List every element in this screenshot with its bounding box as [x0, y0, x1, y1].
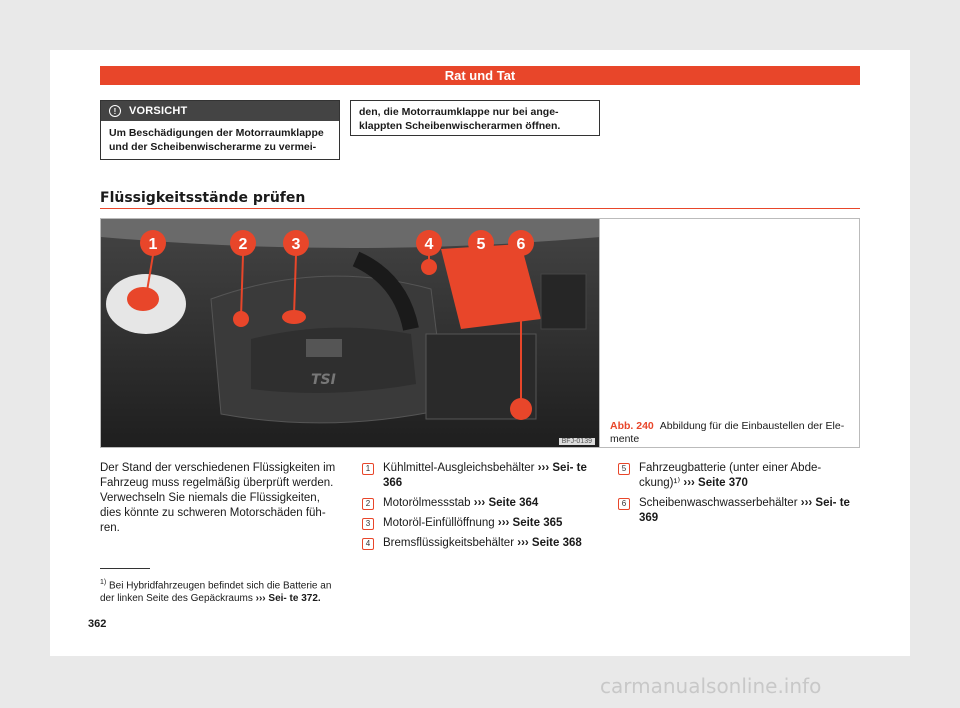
item-number: 2	[362, 498, 374, 510]
caution-continuation: den, die Motorraumklappe nur bei ange- klappten Scheibenwischerarmen öffnen.	[350, 100, 600, 136]
svg-text:5: 5	[476, 236, 486, 253]
page-ref-link[interactable]: ››› Seite 365	[497, 517, 563, 529]
page-ref-link[interactable]: ››› Seite 364	[473, 497, 539, 509]
page-number: 362	[88, 618, 107, 630]
list-item	[618, 461, 858, 491]
callout-2	[230, 230, 256, 256]
footnote	[100, 576, 340, 605]
svg-text:TSI: TSI	[311, 372, 336, 388]
list-item	[362, 536, 597, 551]
footnote-divider	[100, 568, 150, 569]
item-text: Motorölmessstab	[383, 497, 474, 509]
svg-text:2: 2	[238, 236, 248, 253]
svg-text:4: 4	[424, 236, 434, 253]
item-text: Scheibenwaschwasserbehälter	[639, 497, 801, 509]
figure-caption-text: Abbildung für die Einbaustellen der Ele- mente	[610, 420, 845, 445]
section-title: Flüssigkeitsstände prüfen	[100, 190, 306, 206]
section-divider	[100, 208, 860, 209]
svg-text:1: 1	[148, 236, 158, 253]
coolant-cap	[127, 287, 159, 311]
legend-list-2	[618, 461, 858, 531]
callout-6	[508, 230, 534, 256]
svg-text:3: 3	[291, 236, 301, 253]
item-number: 1	[362, 463, 374, 475]
callout-4	[416, 230, 442, 256]
item-number: 3	[362, 518, 374, 530]
callout-3	[283, 230, 309, 256]
caution-header	[101, 101, 339, 121]
page-ref-link[interactable]: ››› Sei- te 369	[639, 497, 850, 524]
footnote-marker: 1)	[100, 579, 107, 586]
item-text: Kühlmittel-Ausgleichsbehälter	[383, 462, 538, 474]
callout-5	[468, 230, 494, 256]
svg-text:6: 6	[516, 236, 526, 253]
page-ref-link[interactable]: ››› Sei- te 366	[383, 462, 587, 489]
info-icon: !	[109, 105, 121, 117]
watermark: carmanualsonline.info	[600, 674, 822, 698]
list-item	[362, 496, 597, 511]
page-ref-link[interactable]: ››› Seite 368	[517, 537, 582, 549]
footnote-text: Bei Hybridfahrzeugen befindet sich die Batterie an der linken Seite des Gepäckraums	[100, 580, 332, 605]
item-text: Fahrzeugbatterie (unter einer Abde- ckung)¹⁾	[639, 462, 822, 489]
chapter-header: Rat und Tat	[100, 66, 860, 85]
engine-bay-illustration	[101, 219, 600, 448]
list-item	[618, 496, 858, 526]
page-ref-link[interactable]: ››› Seite 370	[683, 477, 748, 489]
item-text: Motoröl-Einfüllöffnung	[383, 517, 498, 529]
item-text: Bremsflüssigkeitsbehälter	[383, 537, 518, 549]
figure-id: BFJ-0139	[559, 438, 595, 445]
figure-caption	[610, 420, 855, 446]
legend-list-1	[362, 461, 597, 556]
figure-number: Abb. 240	[610, 420, 654, 432]
body-paragraph: Der Stand der verschiedenen Flüssigkeiten im Fahrzeug muss regelmäßig überprüft werden. Verwechseln Sie niemals die Flüssigkeiten, dies könnte zu schweren Motorschäden füh- ren.	[100, 462, 336, 534]
caution-label: VORSICHT	[129, 105, 188, 117]
engine-bay-figure	[100, 218, 600, 448]
footnote-ref-link[interactable]: ››› Sei- te 372.	[255, 593, 321, 605]
caution-text: Um Beschädigungen der Motorraumklappe und der Scheibenwischerarme zu vermei-	[109, 127, 324, 153]
list-item	[362, 516, 597, 531]
list-item	[362, 461, 597, 491]
item-number: 5	[618, 463, 630, 475]
item-number: 6	[618, 498, 630, 510]
caution-box	[100, 100, 340, 160]
callout-1	[140, 230, 166, 256]
figure-caption-frame	[600, 218, 860, 448]
item-number: 4	[362, 538, 374, 550]
